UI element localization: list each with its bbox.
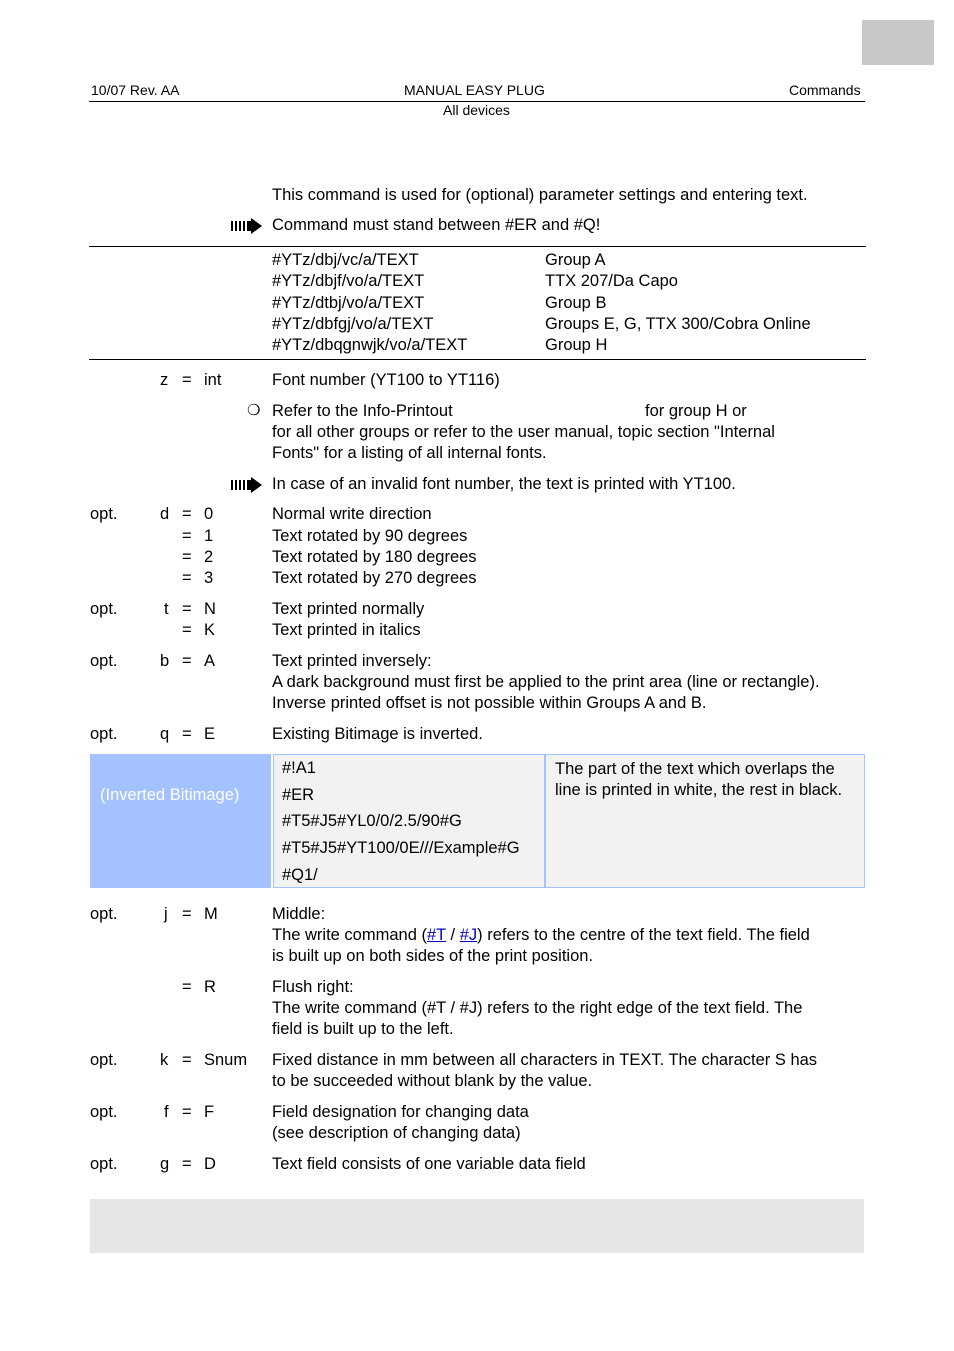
syntax-top-rule	[89, 246, 866, 247]
example-code-cell	[273, 754, 545, 888]
example-code-line: #T5#J5#YL0/0/2.5/90#G	[282, 812, 462, 830]
syntax-group: Group B	[545, 294, 607, 312]
param-t-opt: opt.	[90, 600, 118, 618]
header-section: Commands	[789, 82, 861, 98]
param-z-val: int	[204, 371, 222, 389]
param-j-eq: =	[182, 978, 192, 996]
intro-text: This command is used for (optional) parameter settings and entering text.	[272, 186, 808, 204]
param-d-val: 3	[204, 569, 214, 587]
param-d-val: 2	[204, 548, 214, 566]
param-z-eq: =	[182, 371, 192, 389]
param-k-desc: Fixed distance in mm between all characters in TEXT. The character S has	[272, 1051, 818, 1069]
param-j-right-desc: The write command (#T / #J) refers to the right edge of the text field. The	[272, 999, 803, 1017]
param-f-name: f	[164, 1103, 169, 1121]
arrow-right-icon	[231, 477, 263, 493]
intro-note: Command must stand between #ER and #Q!	[272, 216, 601, 234]
syntax-group: Group H	[545, 336, 608, 354]
syntax-cmd: #YTz/dbqgnwjk/vo/a/TEXT	[272, 336, 468, 354]
param-j-name: j	[164, 905, 168, 923]
invalid-font-note: In case of an invalid font number, the text is printed with YT100.	[272, 475, 736, 493]
param-j-right-desc: Flush right:	[272, 978, 354, 996]
link-write-command-j[interactable]: #J	[459, 926, 478, 944]
refer-text-b: for group H or	[645, 402, 747, 420]
param-b-eq: =	[182, 652, 192, 670]
example-code-line: #ER	[282, 786, 315, 804]
param-q-desc: Existing Bitimage is inverted.	[272, 725, 483, 743]
param-q-val: E	[204, 725, 216, 743]
example-label: (Inverted Bitimage)	[100, 786, 240, 804]
param-z-desc: Font number (YT100 to YT116)	[272, 371, 500, 389]
param-f-desc: (see description of changing data)	[272, 1124, 521, 1142]
syntax-cmd: #YTz/dbfgj/vo/a/TEXT	[272, 315, 434, 333]
example-code-line: #!A1	[282, 759, 316, 777]
param-q-eq: =	[182, 725, 192, 743]
syntax-group: TTX 207/Da Capo	[545, 272, 678, 290]
syntax-group: Group A	[545, 251, 606, 269]
param-d-opt: opt.	[90, 505, 118, 523]
param-k-eq: =	[182, 1051, 192, 1069]
param-k-opt: opt.	[90, 1051, 118, 1069]
param-j-eq: =	[182, 905, 192, 923]
param-z-name: z	[160, 371, 169, 389]
param-g-val: D	[204, 1155, 216, 1173]
text-segment: The write command (	[272, 926, 427, 944]
refer-text-line2: for all other groups or refer to the user manual, topic section "Internal	[272, 423, 775, 441]
param-f-eq: =	[182, 1103, 192, 1121]
param-d-desc: Normal write direction	[272, 505, 432, 523]
param-d-name: d	[160, 505, 170, 523]
param-b-desc: Text printed inversely:	[272, 652, 432, 670]
param-k-name: k	[160, 1051, 169, 1069]
circle-bullet-icon: ❍	[247, 402, 261, 419]
param-d-eq: =	[182, 505, 192, 523]
param-t-val: N	[204, 600, 216, 618]
param-d-desc: Text rotated by 180 degrees	[272, 548, 477, 566]
param-b-name: b	[160, 652, 170, 670]
param-k-desc: to be succeeded without blank by the value.	[272, 1072, 593, 1090]
example-code-line: #Q1/	[282, 866, 318, 884]
param-f-opt: opt.	[90, 1103, 118, 1121]
param-t-eq: =	[182, 621, 192, 639]
param-q-opt: opt.	[90, 725, 118, 743]
param-j-opt: opt.	[90, 905, 118, 923]
footer-band	[90, 1199, 864, 1253]
param-g-opt: opt.	[90, 1155, 118, 1173]
param-g-name: g	[160, 1155, 170, 1173]
syntax-cmd: #YTz/dtbj/vo/a/TEXT	[272, 294, 425, 312]
param-d-desc: Text rotated by 90 degrees	[272, 527, 468, 545]
example-description: The part of the text which overlaps the line is printed in white, the rest in black.	[555, 760, 843, 799]
param-j-val: R	[204, 978, 216, 996]
refer-text-a: Refer to the Info-Printout	[272, 402, 453, 420]
example-code-line: #T5#J5#YT100/0E///Example#G	[282, 839, 520, 857]
link-write-command-t[interactable]: #T	[426, 926, 446, 944]
param-b-opt: opt.	[90, 652, 118, 670]
param-k-val: Snum	[204, 1051, 248, 1069]
param-b-desc: Inverse printed offset is not possible within Groups A and B.	[272, 694, 707, 712]
param-j-middle-title: Middle:	[272, 905, 326, 923]
text-segment: /	[445, 926, 460, 944]
param-t-name: t	[164, 600, 169, 618]
syntax-cmd: #YTz/dbj/vc/a/TEXT	[272, 251, 419, 269]
refer-text-line3: Fonts" for a listing of all internal fonts.	[272, 444, 547, 462]
example-desc-cell	[545, 754, 865, 888]
param-f-val: F	[204, 1103, 215, 1121]
param-d-desc: Text rotated by 270 degrees	[272, 569, 477, 587]
arrow-right-icon	[231, 218, 263, 234]
param-g-eq: =	[182, 1155, 192, 1173]
param-b-val: A	[204, 652, 216, 670]
param-j-right-desc: field is built up to the left.	[272, 1020, 454, 1038]
example-label-cell	[90, 754, 271, 888]
syntax-bottom-rule	[89, 359, 866, 360]
param-d-val: 0	[204, 505, 214, 523]
param-t-val: K	[204, 621, 216, 639]
param-j-middle-line	[272, 925, 810, 946]
text-segment: ) refers to the centre of the text field. The field	[477, 926, 810, 944]
param-q-name: q	[160, 725, 170, 743]
param-g-desc: Text field consists of one variable data field	[272, 1155, 586, 1173]
header-revision: 10/07 Rev. AA	[91, 82, 180, 98]
header-subtitle: All devices	[443, 102, 510, 118]
param-f-desc: Field designation for changing data	[272, 1103, 529, 1121]
param-d-val: 1	[204, 527, 214, 545]
syntax-group: Groups E, G, TTX 300/Cobra Online	[545, 315, 811, 333]
param-b-desc: A dark background must first be applied to the print area (line or rectangle).	[272, 673, 820, 691]
param-t-desc: Text printed normally	[272, 600, 425, 618]
syntax-cmd: #YTz/dbjf/vo/a/TEXT	[272, 272, 425, 290]
corner-marker	[862, 20, 934, 65]
param-t-eq: =	[182, 600, 192, 618]
param-d-eq: =	[182, 527, 192, 545]
param-d-eq: =	[182, 569, 192, 587]
param-j-middle-line3: is built up on both sides of the print position.	[272, 947, 594, 965]
param-t-desc: Text printed in italics	[272, 621, 421, 639]
param-d-eq: =	[182, 548, 192, 566]
header-title: MANUAL EASY PLUG	[404, 82, 545, 98]
param-j-val: M	[204, 905, 218, 923]
